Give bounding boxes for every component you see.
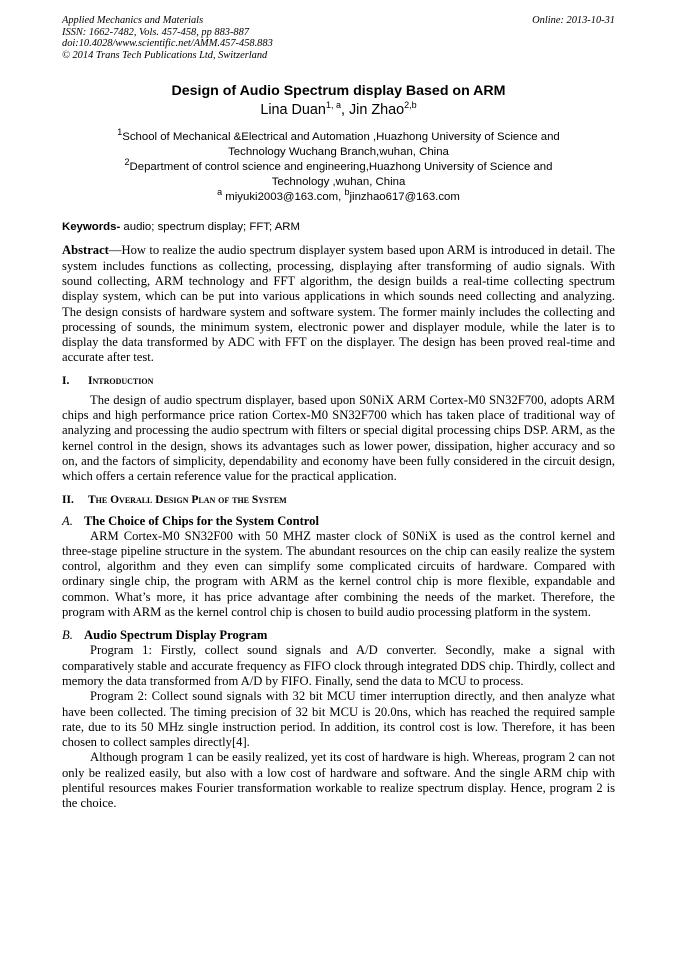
affiliation-text: School of Mechanical &Electrical and Automation ,Huazhong University of Science and — [122, 131, 560, 144]
doi-line: doi:10.4028/www.scientific.net/AMM.457-458.883 — [62, 38, 273, 50]
journal-name: Applied Mechanics and Materials — [62, 15, 204, 26]
affiliation-1 — [62, 127, 615, 145]
program-2-paragraph: Program 2: Collect sound signals with 32 bit MCU timer interruption directly, and then analyze what have been collected. The timing precision of 32 bit MCU is 20.0ns, which has reached the required sample rate, due to its 50 MHz single instruction period. In addition, its control cost is low. Therefore, it has been chosen to collect samples directly[4]. — [62, 689, 615, 750]
section-number: II. — [62, 493, 74, 506]
affiliation-2-cont: Technology ,wuhan, China — [271, 176, 406, 189]
email-superscript: b — [344, 187, 350, 198]
subsection-title: The Choice of Chips for the System Control — [84, 513, 319, 528]
email-superscript: a — [217, 187, 223, 198]
section-heading-introduction — [62, 375, 615, 387]
issn-line: ISSN: 1662-7482, Vols. 457-458, pp 883-887 — [62, 26, 250, 38]
affiliation-superscript: 1 — [117, 127, 123, 138]
subsection-heading-chips — [62, 514, 615, 529]
section-number: I. — [62, 374, 70, 387]
program-1-paragraph: Program 1: Firstly, collect sound signals and A/D converter. Secondly, make a signal with comparatively stable and accurate frequency as FIFO clock through integrated DDS chip. Thirdly, collect and memory the data transformed from A/D by FIFO. Finally, send the data to MCU to process. — [62, 643, 615, 688]
keywords-label: Keywords- — [62, 221, 121, 234]
chips-paragraph: ARM Cortex-M0 SN32F00 with 50 MHZ master clock of S0NiX is used as the control kernel and three-stage pipeline structure in the system. The abundant resources on the chip can easily realize the system control, algorithm and they even can simplify some complicated circuits of hardware. Compared with ordinary single chip, the program with ARM as the kernel control chip is more flexible, expandable and common. What’s more, it has price advantage after combining the needs of the market. Therefore, the program with ARM as the kernel control chip is chosen to build audio processing platform in the system. — [62, 528, 615, 620]
email-address: miyuki2003@163.com, — [222, 191, 345, 204]
subsection-letter: A. — [62, 513, 73, 528]
author-name: Jin Zhao — [348, 102, 405, 119]
keywords — [62, 221, 615, 233]
journal-header — [62, 15, 615, 61]
affiliation-text: Department of control science and engineering,Huazhong University of Science and — [129, 161, 553, 174]
subsection-letter: B. — [62, 628, 73, 643]
online-date: Online: 2013-10-31 — [532, 15, 615, 26]
affiliations — [62, 127, 615, 205]
copyright-line: © 2014 Trans Tech Publications Ltd, Switzerland — [62, 49, 268, 61]
keywords-text: audio; spectrum display; FFT; ARM — [120, 221, 301, 234]
affiliation-1-cont: Technology Wuchang Branch,wuhan, China — [228, 146, 449, 159]
subsection-heading-program — [62, 628, 615, 643]
author-superscript: 1, a — [325, 100, 341, 111]
email-address: jinzhao617@163.com — [349, 191, 460, 204]
affiliation-2 — [62, 157, 615, 175]
author-name: Lina Duan — [260, 102, 326, 119]
author-separator: , — [340, 102, 349, 119]
author-superscript: 2,b — [404, 100, 417, 111]
abstract — [62, 243, 615, 365]
abstract-text: —How to realize the audio spectrum displayer system based upon ARM is introduced in detail. The system includes functions as collecting, processing, displaying after transforming of audio signals. With sound collecting, ARM technology and FFT algorithm, the design builds a real-time collecting spectrum display system, which can be put into various applications in which sounds need collecting and analyzing. The design consists of hardware system and software system. The former mainly includes the collecting and processing of sounds, the minimum system, electronic power and displayer module, while the later is to display the data transformed by ADC with FFT on the displayer. The design has been proved real-time and accurate after test. — [62, 243, 615, 365]
introduction-paragraph: The design of audio spectrum displayer, based upon S0NiX ARM Cortex-M0 SN32F700, adopts ARM chips and high performance price ration Cortex-M0 SN32F700 which has taken place of traditional way of analyzing and processing the audio spectrum with filters or special digital processing chips DSP. ARM, as the kernel control in the design, shows its advantages such as lower power, dissipation, higher accuracy and so on, and the factors of simplicity, dependability and economy have been fully considered in the circuit design, which offers a certain reference value for the practical application. — [62, 392, 615, 484]
abstract-label: Abstract — [62, 243, 109, 258]
subsection-title: Audio Spectrum Display Program — [84, 628, 268, 643]
author-list — [62, 102, 615, 118]
program-comparison-paragraph: Although program 1 can be easily realized, yet its cost of hardware is high. Whereas, program 2 can not only be realized easily, but also with a low cost of hardware and software. And the single ARM chip with plentiful resources makes Fourier transformation workable to realize spectrum display. Hence, program 2 is the choice. — [62, 750, 615, 811]
email-line — [62, 187, 615, 205]
section-title: The Overall Design Plan of the System — [88, 493, 287, 506]
section-title: Introduction — [88, 374, 154, 387]
paper-title: Design of Audio Spectrum display Based on ARM — [171, 83, 506, 100]
affiliation-superscript: 2 — [124, 157, 130, 168]
section-heading-overall-design — [62, 494, 615, 506]
